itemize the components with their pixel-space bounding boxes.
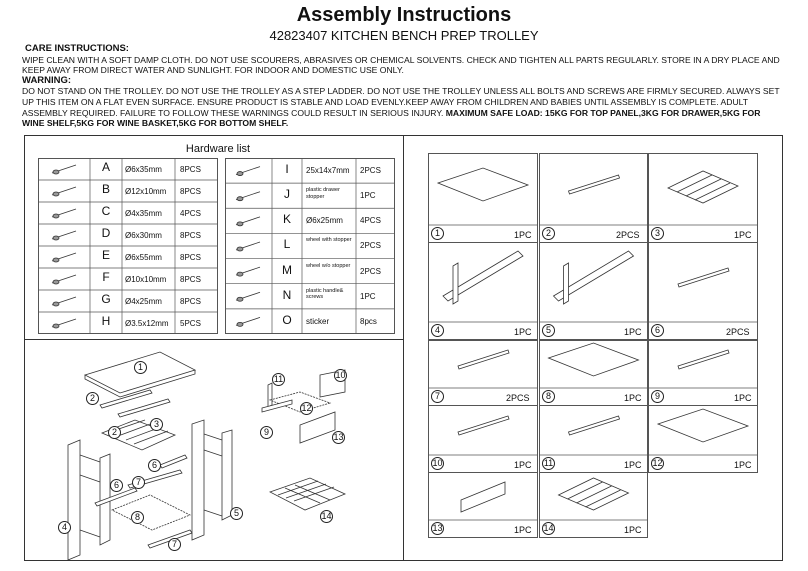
drawer-bottom-icon — [658, 409, 748, 442]
drawer-side-icon — [678, 350, 729, 369]
rail-icon — [678, 268, 729, 287]
hardware-qty: 2PCS — [360, 266, 381, 276]
diagram-callout: 6 — [148, 459, 161, 472]
hardware-letter: N — [282, 287, 292, 302]
hardware-letter: I — [285, 162, 289, 176]
part-number: 12 — [652, 458, 663, 468]
diagram-callout: 2 — [86, 392, 99, 405]
drawer-back-icon — [569, 416, 620, 435]
part-qty: 1PC — [514, 525, 532, 535]
drawer-side-icon — [458, 416, 509, 435]
hardware-qty: 8PCS — [180, 187, 201, 196]
part-number: 13 — [432, 523, 443, 533]
hardware-size: plastic drawer stopper — [306, 187, 340, 200]
hardware-qty: 8PCS — [180, 253, 201, 262]
hardware-size: 25x14x7mm — [306, 166, 350, 175]
hardware-letter: D — [101, 226, 111, 240]
hardware-qty: 1PC — [360, 191, 376, 201]
diagram-callout: 6 — [110, 479, 123, 492]
diagram-callout: 8 — [131, 511, 144, 524]
hardware-letter: L — [283, 237, 291, 252]
hardware-letter: G — [101, 292, 111, 306]
part-number: 2 — [542, 227, 555, 240]
care-text: WIPE CLEAN WITH A SOFT DAMP CLOTH. DO NOT USE SCOURERS, ABRASIVES OR CHEMICAL SOLVENTS. CHECK AND TIGHTEN ALL PARTS REGULARLY. STORE IN A DRY PLACE AND KEEP AWAY FROM DIRECT WATER AND SUNLIGHT. FOR INDOOR AND DOMESTIC USE ONLY. — [22, 54, 780, 76]
hardware-qty: 2PCS — [360, 166, 381, 175]
diagram-callout: 7 — [168, 538, 181, 551]
hardware-qty: 4PCS — [180, 209, 201, 218]
part-number: 14 — [543, 523, 554, 533]
part-qty: 1PC — [734, 230, 752, 240]
wire-basket-icon — [559, 478, 629, 510]
hardware-size: Ø6x55mm — [125, 253, 162, 262]
part-qty: 2PCS — [726, 327, 750, 337]
diagram-callout: 9 — [260, 426, 273, 439]
hardware-letter: K — [282, 212, 291, 227]
part-number: 5 — [542, 324, 555, 337]
part-number: 4 — [431, 324, 444, 337]
hardware-size: wheel with stopper — [306, 237, 352, 244]
hardware-qty: 1PC — [360, 291, 376, 301]
part-qty: 1PC — [624, 327, 642, 337]
hardware-letter: B — [101, 182, 110, 196]
hardware-letter: E — [101, 248, 110, 262]
diagram-callout: 4 — [58, 521, 71, 534]
part-number: 6 — [651, 324, 664, 337]
side-frame-icon — [443, 251, 523, 304]
part-number: 10 — [432, 458, 443, 468]
hardware-size: sticker — [306, 316, 330, 326]
part-number: 11 — [543, 458, 554, 468]
hardware-letter: C — [101, 204, 111, 218]
drawer-front-icon — [461, 482, 505, 512]
hardware-qty: 8pcs — [360, 316, 377, 326]
wine-shelf-icon — [668, 171, 738, 203]
hardware-qty: 5PCS — [180, 319, 201, 328]
hardware-qty: 8PCS — [180, 165, 201, 174]
part-number: 8 — [542, 390, 555, 403]
diagram-callout: 11 — [273, 374, 284, 384]
hardware-size: plastic handle& screws — [306, 287, 344, 301]
warning-body: DO NOT STAND ON THE TROLLEY. DO NOT USE THE TROLLEY AS A STEP LADDER. DO NOT USE THE TROLLEY UNLESS ALL BOLTS AND SCREWS ARE FIRMLY SECURED. ALWAYS SET UP THIS ITEM ON A FLAT EVEN SURFACE. ENSURE PRODUCT IS STABLE AND LOAD EVENLY.KEEP AWAY FROM CHILDREN AND BABIES UNTIL ASSEMBLY IS COMPLETE. ADULT ASSEMBLY REQUIRED. FAILURE TO FOLLOW THESE WARNINGS COULD RESULT IN SERIOUS INJURY. — [22, 86, 780, 118]
hardware-letter: J — [284, 187, 290, 202]
rail-icon — [458, 350, 509, 369]
part-number: 9 — [651, 390, 664, 403]
hardware-size: Ø12x10mm — [125, 187, 167, 196]
hardware-letter: O — [282, 312, 292, 327]
hardware-letter: F — [102, 270, 110, 284]
diagram-callout: 1 — [134, 361, 147, 374]
diagram-callout: 2 — [108, 426, 121, 439]
hardware-qty: 8PCS — [180, 297, 201, 306]
hardware-qty: 8PCS — [180, 231, 201, 240]
hardware-size: Ø3.5x12mm — [125, 319, 169, 328]
hardware-letter: H — [101, 314, 111, 328]
part-qty: 1PC — [624, 525, 642, 535]
hardware-letter: M — [282, 262, 292, 277]
part-qty: 1PC — [734, 393, 752, 403]
hardware-size: Ø6x30mm — [125, 231, 162, 240]
hardware-size: wheel w/o stopper — [306, 262, 351, 269]
diagram-callout: 3 — [150, 418, 163, 431]
care-heading: CARE INSTRUCTIONS: — [25, 43, 129, 54]
hardware-size: Ø4x25mm — [125, 297, 162, 306]
diagram-callout: 14 — [321, 511, 332, 521]
part-qty: 1PC — [734, 460, 752, 470]
part-qty: 1PC — [514, 327, 532, 337]
part-qty: 2PCS — [506, 393, 530, 403]
diagram-callout: 7 — [132, 476, 145, 489]
diagram-callout: 13 — [333, 432, 344, 442]
side-frame-icon — [554, 251, 634, 304]
hardware-size: Ø6x35mm — [125, 165, 162, 174]
product-name: 42823407 KITCHEN BENCH PREP TROLLEY — [269, 28, 539, 43]
hardware-size: Ø6x25mm — [306, 216, 343, 226]
part-qty: 1PC — [624, 460, 642, 470]
hardware-size: Ø10x10mm — [125, 275, 167, 284]
rail-icon — [569, 175, 620, 194]
part-qty: 1PC — [514, 460, 532, 470]
part-qty: 1PC — [514, 230, 532, 240]
warning-heading: WARNING: — [22, 74, 72, 86]
part-number: 7 — [431, 390, 444, 403]
hardware-size: Ø4x35mm — [125, 209, 162, 218]
page-title: Assembly Instructions — [296, 4, 512, 26]
hardware-qty: 4PCS — [360, 216, 381, 226]
hardware-qty: 2PCS — [360, 241, 381, 251]
hardware-letter: A — [101, 160, 110, 174]
diagram-callout: 12 — [301, 403, 312, 413]
max-load-text: MAXIMUM SAFE LOAD: 15KG FOR TOP PANEL,3KG FOR DRAWER,5KG FOR WINE SHELF,5KG FOR WINE BASKET,5KG FOR BOTTOM SHELF. — [22, 107, 761, 129]
top-panel-icon — [438, 168, 528, 201]
diagram-callout: 5 — [230, 507, 243, 520]
part-qty: 1PC — [624, 393, 642, 403]
part-qty: 2PCS — [616, 230, 640, 240]
bottom-shelf-icon — [549, 343, 639, 376]
diagram-callout: 10 — [335, 370, 346, 380]
hardware-qty: 8PCS — [180, 275, 201, 284]
hardware-list-title: Hardware list — [185, 143, 251, 155]
part-number: 1 — [431, 227, 444, 240]
part-number: 3 — [651, 227, 664, 240]
